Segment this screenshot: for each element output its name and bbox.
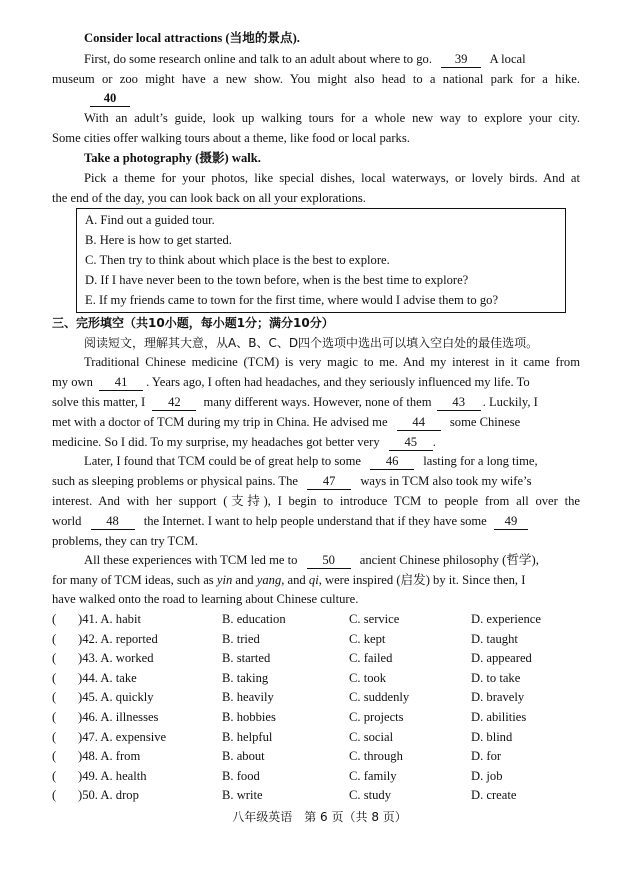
question-option-d: D. for (471, 749, 502, 764)
blank-48: 48 (91, 514, 135, 530)
text-span: Later, I found that TCM could be of great help to some (84, 454, 361, 468)
blank-43: 43 (437, 395, 481, 411)
passage-line (52, 433, 580, 453)
question-option-c: C. projects (349, 710, 404, 724)
question-row (52, 786, 592, 806)
question-row (52, 708, 592, 728)
blank-49: 49 (494, 514, 528, 530)
option-e: E. If my friends came to town for the first time, where would I advise them to go? (85, 293, 499, 307)
answer-paren: ( (52, 690, 57, 705)
question-option-d: D. create (471, 788, 517, 803)
answer-paren: ( (52, 670, 57, 685)
question-option-d: D. blind (471, 729, 513, 744)
answer-paren: ( (52, 749, 57, 764)
question-option-d: D. job (471, 768, 503, 783)
question-option-d: D. appeared (471, 651, 532, 666)
blank-40: 40 (90, 91, 130, 107)
passage-line (52, 512, 580, 532)
option-d: D. If I have never been to the town before, when is the best time to explore? (85, 273, 469, 287)
question-option-d: D. experience (471, 612, 541, 626)
passage-line (52, 571, 580, 591)
para-line (84, 50, 580, 70)
option-a: A. Find out a guided tour. (85, 213, 215, 227)
question-row (52, 669, 592, 689)
question-row (52, 688, 592, 708)
question-option-d: D. taught (471, 631, 518, 646)
question-option-b: B. about (222, 749, 265, 764)
section-title: 三、完形填空（共10小题，每小题1分；满分10分） (52, 316, 334, 330)
question-option-d: D. abilities (471, 710, 527, 724)
answer-paren: ( (52, 612, 57, 626)
blank-44: 44 (397, 415, 441, 431)
question-option-a: )50. A. drop (78, 788, 139, 803)
question-option-a: )42. A. reported (78, 631, 158, 646)
text-span: some Chinese (449, 415, 521, 429)
text-span: . Luckily, I (482, 395, 538, 409)
option-c: C. Then try to think about which place is the best to explore. (85, 253, 390, 267)
para-line: Some cities offer walking tours about a theme, like food or local parks. (52, 131, 410, 145)
passage-line (84, 452, 580, 472)
text-span: met with a doctor of TCM during my trip in China. He advised me (52, 415, 388, 429)
blank-50: 50 (307, 553, 351, 569)
heading-local-attractions: Consider local attractions (当地的景点). (84, 31, 300, 45)
text-span: All these experiences with TCM led me to (84, 553, 298, 567)
question-option-a: )46. A. illnesses (78, 710, 159, 724)
question-row (52, 767, 592, 787)
text-span: many different ways. However, none of them (203, 395, 432, 409)
question-option-a: )44. A. take (78, 670, 137, 685)
question-option-a: )41. A. habit (78, 612, 141, 626)
text-span: yang (256, 573, 282, 587)
passage-line: problems, they can try TCM. (52, 534, 198, 548)
text-span: ways in TCM also took my wife’s (360, 474, 532, 488)
text-span: ancient Chinese philosophy (哲学), (359, 553, 539, 567)
question-option-c: C. kept (349, 631, 386, 646)
text-span: the Internet. I want to help people understand that if they have some (143, 514, 487, 528)
question-option-c: C. failed (349, 651, 393, 666)
blank-45: 45 (389, 435, 433, 451)
passage-line (84, 551, 580, 571)
text-span: my own (52, 375, 93, 389)
passage-line (52, 413, 580, 433)
passage-line (52, 472, 580, 492)
question-option-b: B. food (222, 768, 260, 783)
blank-46: 46 (370, 454, 414, 470)
question-option-b: B. heavily (222, 690, 274, 705)
question-option-c: C. service (349, 612, 400, 626)
passage-line (52, 393, 580, 413)
passage-line: have walked onto the road to learning about Chinese culture. (52, 592, 359, 606)
question-option-a: )43. A. worked (78, 651, 154, 666)
text-span: world (52, 514, 82, 528)
text-span: such as sleeping problems or physical pains. The (52, 474, 298, 488)
passage-line: Traditional Chinese medicine (TCM) is very magic to me. And my interest in it came from (84, 355, 580, 369)
text-span: A local (489, 52, 526, 66)
answer-paren: ( (52, 729, 57, 744)
text-span: solve this matter, I (52, 395, 146, 409)
para-line: With an adult’s guide, look up walking tours for a whole new way to explore your city. (84, 111, 580, 125)
text-span: . (432, 435, 436, 449)
question-row (52, 630, 592, 650)
para-line: Pick a theme for your photos, like special dishes, local waterways, or lovely birds. And at (84, 171, 580, 185)
passage-line (52, 373, 580, 393)
question-option-b: B. taking (222, 670, 269, 685)
question-option-d: D. bravely (471, 690, 525, 705)
blank-42: 42 (152, 395, 196, 411)
text-span: for many of TCM ideas, such as (52, 573, 214, 587)
question-row (52, 747, 592, 767)
text-span: lasting for a long time, (423, 454, 538, 468)
para-line: the end of the day, you can look back on all your explorations. (52, 191, 366, 205)
blank-39: 39 (441, 52, 481, 68)
question-option-c: C. study (349, 788, 391, 803)
text-span: medicine. So I did. To my surprise, my headaches got better very (52, 435, 380, 449)
page-footer: 八年级英语 第 6 页（共 8 页） (232, 810, 407, 824)
passage-line: interest. And with her support (支持), I begin to introduce TCM to people from all over the (52, 494, 580, 508)
answer-paren: ( (52, 788, 57, 803)
question-option-b: B. helpful (222, 729, 273, 744)
question-option-b: B. started (222, 651, 271, 666)
answer-paren: ( (52, 710, 57, 724)
options-box (76, 208, 566, 313)
question-option-b: B. hobbies (222, 710, 276, 724)
question-option-c: C. social (349, 729, 394, 744)
question-option-a: )48. A. from (78, 749, 141, 764)
text-span: , and (281, 573, 306, 587)
answer-paren: ( (52, 631, 57, 646)
question-option-c: C. suddenly (349, 690, 410, 705)
text-span: First, do some research online and talk to an adult about where to go. (84, 52, 432, 66)
question-option-b: B. write (222, 788, 263, 803)
para-line (52, 89, 580, 109)
question-option-a: )47. A. expensive (78, 729, 167, 744)
section-instruction: 阅读短文，理解其大意，从A、B、C、D四个选项中选出可以填入空白处的最佳选项。 (84, 336, 539, 350)
answer-paren: ( (52, 651, 57, 666)
question-option-d: D. to take (471, 670, 521, 685)
option-b: B. Here is how to get started. (85, 233, 232, 247)
question-option-b: B. education (222, 612, 286, 626)
text-span: qi (308, 573, 319, 587)
question-row (52, 610, 592, 630)
question-option-c: C. through (349, 749, 403, 764)
text-span: yin (216, 573, 233, 587)
question-option-a: )49. A. health (78, 768, 147, 783)
text-span: , were inspired (启发) by it. Since then, I (318, 573, 526, 587)
heading-photography-walk: Take a photography (摄影) walk. (84, 151, 261, 165)
question-option-a: )45. A. quickly (78, 690, 154, 705)
question-row (52, 649, 592, 669)
answer-paren: ( (52, 768, 57, 783)
text-span: and (235, 573, 254, 587)
question-option-c: C. took (349, 670, 387, 685)
text-span: . Years ago, I often had headaches, and they seriously influenced my life. To (146, 375, 530, 389)
para-line: museum or zoo might have a new show. You might also head to a national park for a hike. (52, 72, 580, 86)
blank-41: 41 (99, 375, 143, 391)
blank-47: 47 (307, 474, 351, 490)
question-option-c: C. family (349, 768, 397, 783)
question-option-b: B. tried (222, 631, 260, 646)
question-row (52, 728, 592, 748)
